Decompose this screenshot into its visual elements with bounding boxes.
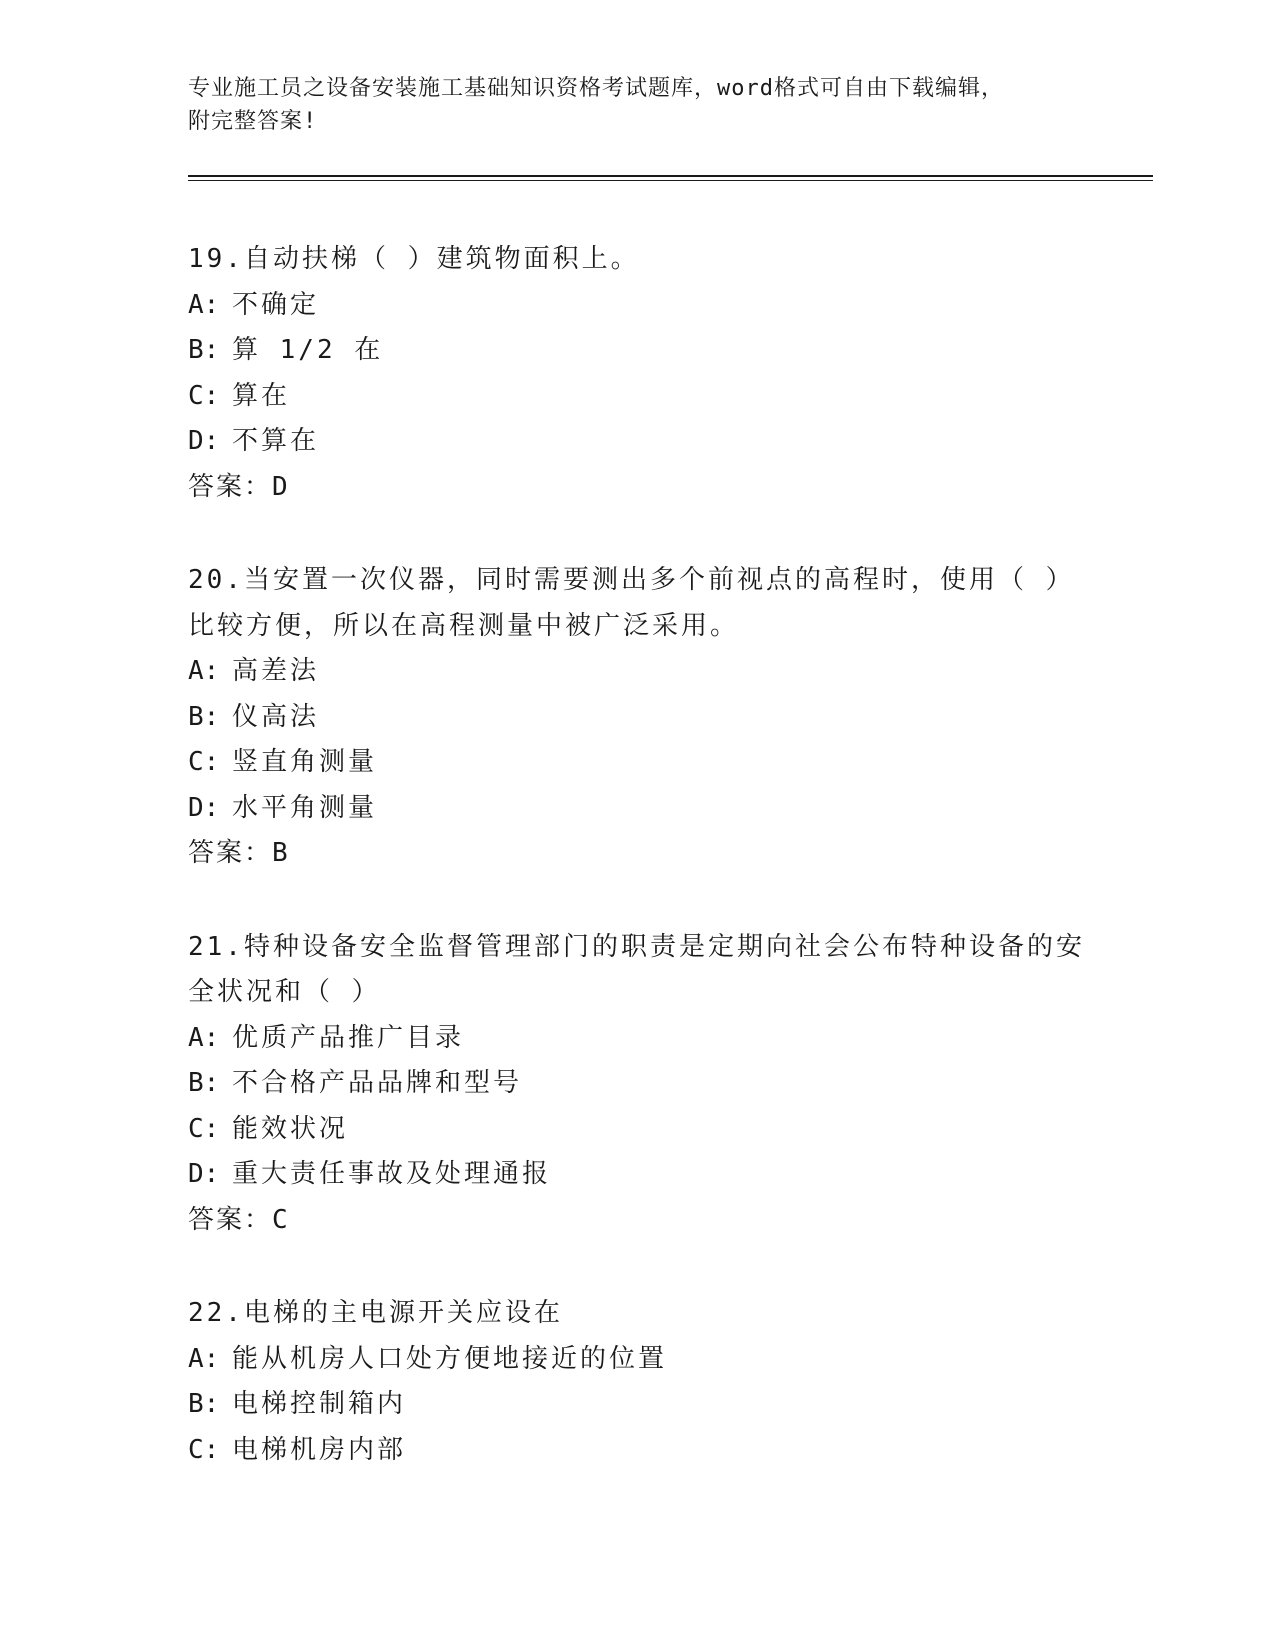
option-letter: D: [188, 1159, 220, 1189]
question-stem: 21.特种设备安全监督管理部门的职责是定期向社会公布特种设备的安 [188, 931, 1085, 962]
question-stem-continued: 比较方便，所以在高程测量中被广泛采用。 [188, 610, 740, 641]
answer-line [188, 831, 1153, 877]
option-b [188, 1382, 1153, 1428]
option-b [188, 695, 1153, 741]
answer-label: 答案： [188, 838, 273, 868]
header-line-2: 附完整答案! [188, 109, 318, 134]
question-stem: 22.电梯的主电源开关应设在 [188, 1298, 563, 1328]
question-22 [188, 1291, 1153, 1473]
option-letter: B: [188, 1068, 220, 1098]
option-d [188, 1152, 1153, 1198]
question-20 [188, 558, 1153, 877]
question-list [188, 237, 1153, 1473]
option-c [188, 374, 1153, 420]
option-a [188, 283, 1153, 329]
option-letter: A: [188, 656, 220, 686]
header-divider [188, 175, 1153, 181]
question-19 [188, 237, 1153, 510]
document-header [188, 72, 1153, 138]
option-a [188, 1016, 1153, 1062]
option-c [188, 1107, 1153, 1153]
option-text: 能效状况 [232, 1113, 349, 1144]
answer-line [188, 465, 1153, 511]
option-text: 重大责任事故及处理通报 [232, 1159, 552, 1189]
option-a [188, 1337, 1153, 1383]
option-letter: A: [188, 289, 220, 320]
option-text: 不合格产品品牌和型号 [232, 1068, 523, 1098]
option-text: 电梯控制箱内 [232, 1389, 407, 1419]
option-text: 不算在 [232, 426, 320, 456]
option-c [188, 1428, 1153, 1474]
answer-value: C [272, 1204, 290, 1235]
option-letter: C: [188, 747, 220, 777]
header-line-1: 专业施工员之设备安装施工基础知识资格考试题库，word格式可自由下载编辑， [188, 76, 1004, 101]
answer-label: 答案： [188, 1204, 273, 1235]
option-letter: B: [188, 335, 220, 365]
option-d [188, 786, 1153, 832]
option-text: 水平角测量 [232, 792, 378, 823]
option-letter: C: [188, 1434, 220, 1465]
question-stem: 19.自动扶梯（ ）建筑物面积上。 [188, 244, 640, 274]
option-letter: B: [188, 1389, 220, 1419]
option-text: 仪高法 [232, 701, 320, 732]
option-letter: A: [188, 1022, 220, 1053]
option-text: 能从机房人口处方便地接近的位置 [232, 1343, 668, 1374]
answer-line [188, 1198, 1153, 1244]
option-a [188, 649, 1153, 695]
question-stem: 20.当安置一次仪器，同时需要测出多个前视点的高程时，使用（ ） [188, 565, 1075, 595]
option-letter: C: [188, 380, 220, 411]
option-letter: B: [188, 701, 220, 732]
option-text: 不确定 [232, 289, 320, 320]
option-letter: D: [188, 426, 220, 456]
option-text: 优质产品推广目录 [232, 1022, 465, 1053]
question-stem-continued: 全状况和（ ） [188, 977, 381, 1007]
option-text: 算 1/2 在 [232, 335, 384, 365]
answer-label: 答案： [188, 471, 273, 502]
option-text: 电梯机房内部 [232, 1434, 407, 1465]
option-b [188, 1061, 1153, 1107]
option-letter: C: [188, 1113, 220, 1144]
option-text: 高差法 [232, 656, 320, 686]
option-text: 竖直角测量 [232, 747, 378, 777]
answer-value: B [272, 838, 290, 868]
document-page [188, 72, 1153, 1521]
option-text: 算在 [232, 380, 291, 411]
option-letter: A: [188, 1343, 220, 1374]
question-21 [188, 925, 1153, 1244]
option-d [188, 419, 1153, 465]
answer-value: D [272, 471, 290, 502]
option-c [188, 740, 1153, 786]
option-b [188, 328, 1153, 374]
option-letter: D: [188, 792, 220, 823]
